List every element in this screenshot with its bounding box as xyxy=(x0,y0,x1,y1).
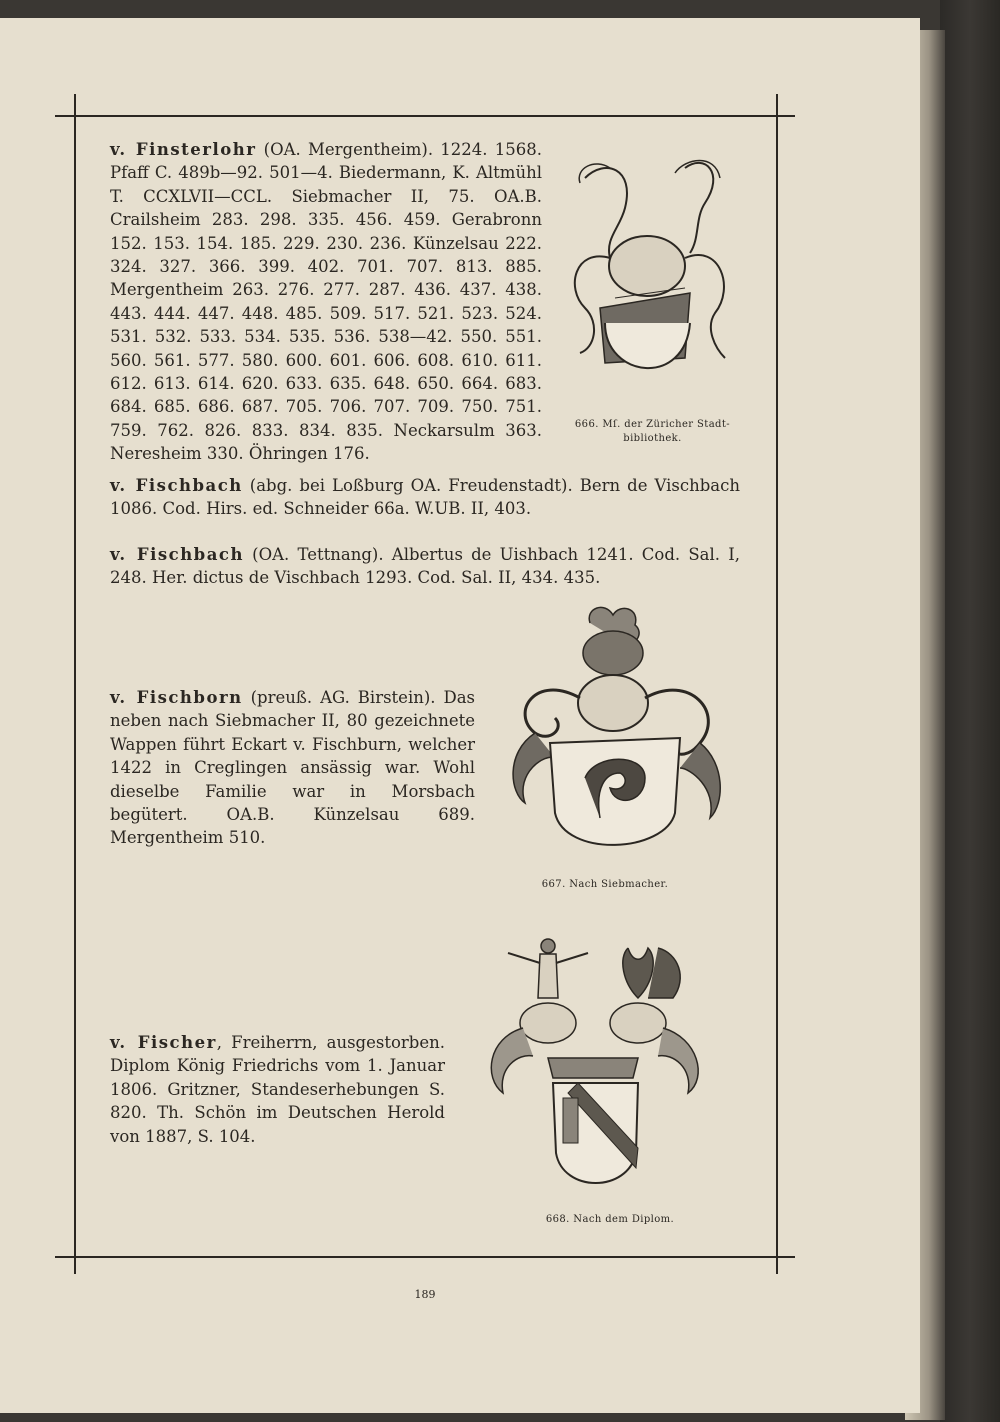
figure-668-caption: 668. Nach dem Diplom. xyxy=(545,1214,675,1225)
book-spine xyxy=(940,0,1000,1422)
book-page xyxy=(0,18,920,1413)
entry-name: v. Finsterlohr xyxy=(110,140,257,159)
entry-fischbach-2 xyxy=(110,543,740,590)
frame-bottom-rule xyxy=(55,1256,795,1258)
figure-667-caption: 667. Nach Siebmacher. xyxy=(541,879,669,890)
entry-finsterlohr xyxy=(110,138,542,466)
entry-name: v. Fischbach xyxy=(110,476,243,495)
entry-name: v. Fischer xyxy=(110,1033,217,1052)
entry-body: (OA. Tettnang). Albertus de Uishbach 1241. Cod. Sal. I, 248. Her. dictus de Vischbach 1293. Cod. Sal. II, 434. 435. xyxy=(110,545,740,588)
entry-name: v. Fischbach xyxy=(110,545,244,564)
entry-fischer xyxy=(110,1031,445,1148)
frame-right-rule xyxy=(776,94,778,1274)
coat-of-arms-668-figure xyxy=(478,928,713,1218)
entry-body: (abg. bei Loßburg OA. Freudenstadt). Bern de Vischbach 1086. Cod. Hirs. ed. Schneider 66a. W.UB. II, 403. xyxy=(110,476,740,519)
page-number: 189 xyxy=(414,1288,436,1301)
entry-body: , Freiherrn, ausgestorben. Diplom König Friedrichs vom 1. Januar 1806. Gritzner, Standeserhebungen S. 820. Th. Schön im Deutschen Herold von 1887, S. 104. xyxy=(110,1033,445,1146)
frame-left-rule xyxy=(74,94,76,1274)
coat-of-arms-667-figure xyxy=(495,603,730,883)
coat-of-arms-666-figure xyxy=(565,148,735,403)
entry-name: v. Fischborn xyxy=(110,688,243,707)
entry-fischborn xyxy=(110,686,475,850)
entry-body: (preuß. AG. Birstein). Das neben nach Siebmacher II, 80 gezeichnete Wappen führt Eckart v. Fischburn, welcher 1422 in Creglingen ansässig war. Wohl dieselbe Familie war in Morsbach begütert. OA.B. Künzelsau 689. Mergentheim 510. xyxy=(110,688,475,848)
entry-body: (OA. Mergentheim). 1224. 1568. Pfaff C. 489b—92. 501—4. Biedermann, K. Altmühl T. CCXLVII—CCL. Siebmacher II, 75. OA.B. Crailsheim 283. 298. 335. 456. 459. Gerabronn 152. 153. 154. 185. 229. 230. 236. Künzelsau 222. 324. 327. 366. 399. 402. 701. 707. 813. 885. Mergentheim 263. 276. 277. 287. 436. 437. 438. 443. 444. 447. 448. 485. 509. 517. 521. 523. 524. 531. 532. 533. 534. 535. 536. 538—42. 550. 551. 560. 561. 577. 580. 600. 601. 606. 608. 610. 611. 612. 613. 614. 620. 633. 635. 648. 650. 664. 683. 684. 685. 686. 687. 705. 706. 707. 709. 750. 751. 759. 762. 826. 833. 834. 835. Neckarsulm 363. Neresheim 330. Öhringen 176. xyxy=(110,140,542,464)
entry-fischbach-1 xyxy=(110,474,740,521)
frame-top-rule xyxy=(55,115,795,117)
figure-666-caption: 666. Mſ. der Züricher Stadt-bibliothek. xyxy=(574,419,731,444)
